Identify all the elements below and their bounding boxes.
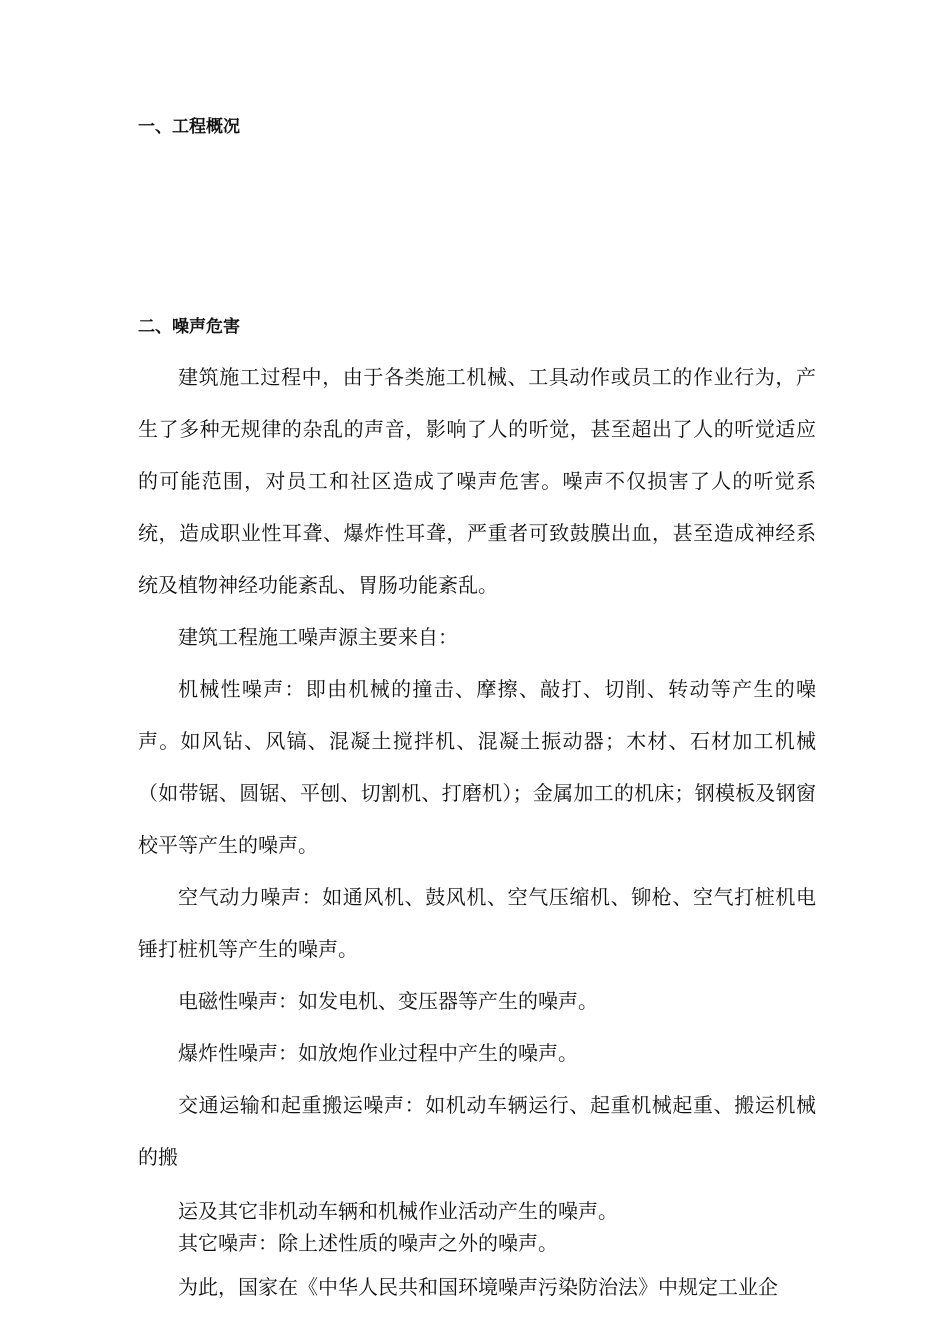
- paragraph-aerodynamic-noise: 空气动力噪声：如通风机、鼓风机、空气压缩机、铆枪、空气打桩机电锤打桩机等产生的噪声。: [138, 885, 816, 961]
- paragraph-explosive-noise: 爆炸性噪声：如放炮作业过程中产生的噪声。: [178, 1041, 578, 1065]
- paragraph-noise-sources-intro: 建筑工程施工噪声源主要来自：: [178, 625, 458, 649]
- paragraph-other-noise: 其它噪声：除上述性质的噪声之外的噪声。: [178, 1231, 558, 1255]
- paragraph-noise-hazard-description: 建筑施工过程中，由于各类施工机械、工具动作或员工的作业行为，产生了多种无规律的杂乱的声音，影响了人的听觉，甚至超出了人的听觉适应的可能范围，对员工和社区造成了噪声危害。噪声不仅损害了人的听觉系统，造成职业性耳聋、爆炸性耳聋，严重者可致鼓膜出血，甚至造成神经系统及植物神经功能紊乱、胃肠功能紊乱。: [138, 365, 816, 597]
- section-heading-overview: 一、工程概况: [138, 117, 240, 137]
- paragraph-electromagnetic-noise: 电磁性噪声：如发电机、变压器等产生的噪声。: [178, 989, 598, 1013]
- paragraph-mechanical-noise: 机械性噪声：即由机械的撞击、摩擦、敲打、切削、转动等产生的噪声。如风钻、风镐、混凝土搅拌机、混凝土振动器；木材、石材加工机械（如带锯、圆锯、平刨、切割机、打磨机）；金属加工的机床；钢模板及钢窗校平等产生的噪声。: [138, 677, 816, 857]
- paragraph-transport-noise: 交通运输和起重搬运噪声：如机动车辆运行、起重机械起重、搬运机械的搬: [138, 1093, 816, 1169]
- paragraph-national-regulation: 为此，国家在《中华人民共和国环境噪声污染防治法》中规定工业企: [178, 1275, 778, 1299]
- paragraph-transport-noise-continued: 运及其它非机动车辆和机械作业活动产生的噪声。: [178, 1199, 618, 1223]
- section-heading-noise-hazard: 二、噪声危害: [138, 317, 240, 337]
